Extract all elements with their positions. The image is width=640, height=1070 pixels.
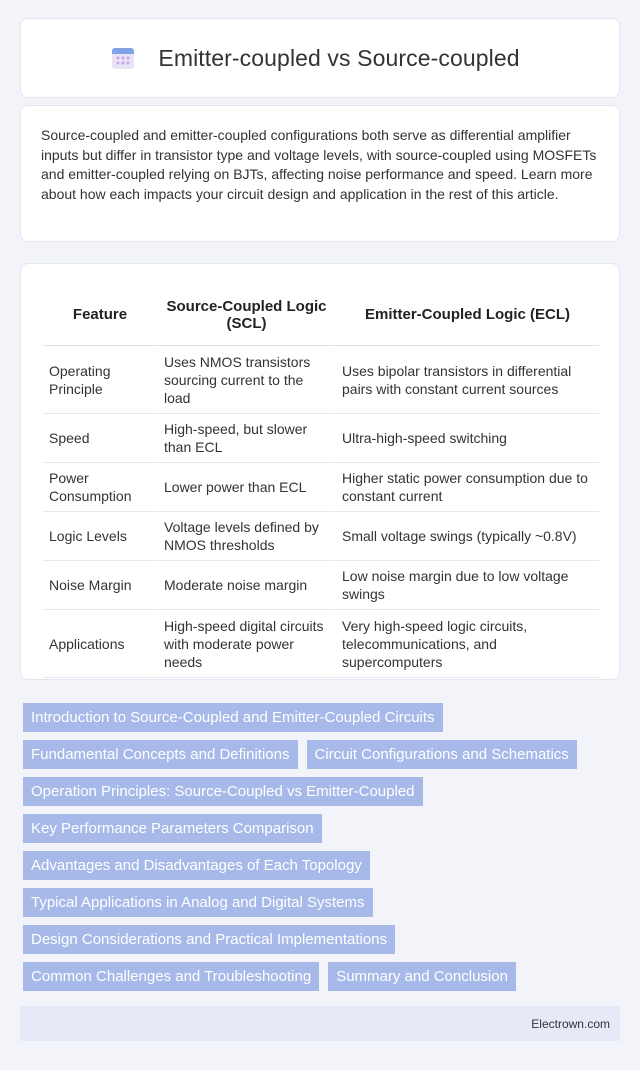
- intro-text: Source-coupled and emitter-coupled configurations both serve as differential amplifier inputs but differ in transistor type and voltage levels, with source-coupled using MOSFETs and emitter-coupled relying on BJTs, affecting noise performance and speed. Learn more about how each impacts your circuit design and application in the rest of this article.: [41, 127, 597, 202]
- table-cell-scl: Uses NMOS transistors sourcing current to the load: [157, 346, 335, 414]
- table-cell-scl: Moderate noise margin: [157, 561, 335, 610]
- table-cell-feature: Operating Principle: [43, 346, 157, 414]
- table-header-scl: Source-Coupled Logic (SCL): [157, 284, 335, 346]
- table-cell-ecl: Small voltage swings (typically ~0.8V): [335, 512, 599, 561]
- tag-typical-applications[interactable]: Typical Applications in Analog and Digital Systems: [23, 888, 373, 917]
- table-header-feature: Feature: [43, 284, 157, 346]
- calendar-grid-icon: [110, 45, 136, 71]
- table-row: [43, 414, 599, 463]
- table-cell-feature: Power Consumption: [43, 463, 157, 512]
- table-cell-ecl: Higher static power consumption due to constant current: [335, 463, 599, 512]
- tag-operation-principles[interactable]: Operation Principles: Source-Coupled vs Emitter-Coupled: [23, 777, 423, 806]
- table-cell-ecl: Uses bipolar transistors in differential pairs with constant current sources: [335, 346, 599, 414]
- footer-brand[interactable]: Electrown.com: [531, 1016, 610, 1031]
- footer: [20, 1006, 620, 1041]
- table-row: [43, 463, 599, 512]
- tag-fundamental-concepts[interactable]: Fundamental Concepts and Definitions: [23, 740, 298, 769]
- tag-summary[interactable]: Summary and Conclusion: [328, 962, 516, 991]
- comparison-table-card: [20, 263, 620, 680]
- title-card: [20, 18, 620, 98]
- table-cell-scl: Voltage levels defined by NMOS thresholds: [157, 512, 335, 561]
- page-title: Emitter-coupled vs Source-coupled: [158, 44, 520, 71]
- table-cell-feature: Speed: [43, 414, 157, 463]
- tag-circuit-configurations[interactable]: Circuit Configurations and Schematics: [307, 740, 577, 769]
- table-cell-ecl: Low noise margin due to low voltage swings: [335, 561, 599, 610]
- tag-common-challenges[interactable]: Common Challenges and Troubleshooting: [23, 962, 319, 991]
- topic-tags: [23, 703, 623, 991]
- table-cell-feature: Applications: [43, 610, 157, 678]
- tag-design-considerations[interactable]: Design Considerations and Practical Implementations: [23, 925, 395, 954]
- table-cell-scl: High-speed digital circuits with moderate power needs: [157, 610, 335, 678]
- table-cell-feature: Noise Margin: [43, 561, 157, 610]
- table-cell-scl: Lower power than ECL: [157, 463, 335, 512]
- tag-advantages-disadvantages[interactable]: Advantages and Disadvantages of Each Topology: [23, 851, 370, 880]
- table-cell-feature: Logic Levels: [43, 512, 157, 561]
- table-cell-ecl: Ultra-high-speed switching: [335, 414, 599, 463]
- table-header-row: [43, 284, 599, 346]
- comparison-table: [43, 284, 599, 678]
- table-row: [43, 346, 599, 414]
- table-cell-ecl: Very high-speed logic circuits, telecommunications, and supercomputers: [335, 610, 599, 678]
- table-row: [43, 512, 599, 561]
- table-row: [43, 561, 599, 610]
- tag-introduction[interactable]: Introduction to Source-Coupled and Emitter-Coupled Circuits: [23, 703, 443, 732]
- tag-performance-parameters[interactable]: Key Performance Parameters Comparison: [23, 814, 322, 843]
- intro-card: [20, 105, 620, 242]
- table-row: [43, 610, 599, 678]
- table-cell-scl: High-speed, but slower than ECL: [157, 414, 335, 463]
- table-header-ecl: Emitter-Coupled Logic (ECL): [335, 284, 599, 346]
